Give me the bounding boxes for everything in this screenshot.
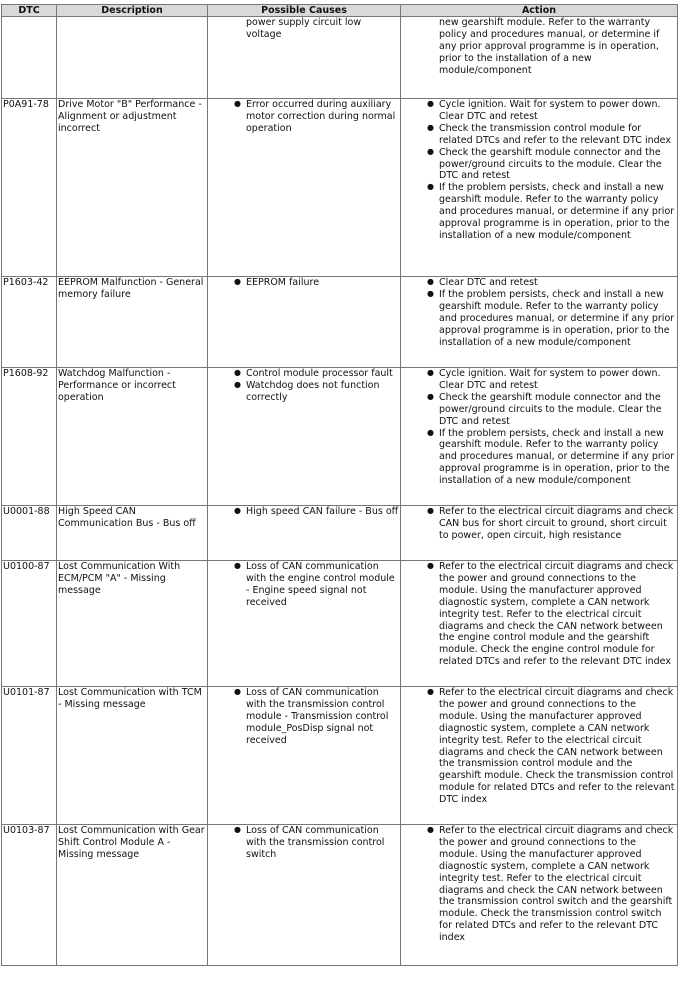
action-item: ● If the problem persists, check and install a new gearshift module. Refer to the warranty policy and procedures manual, or determine if any prior approval programme is in operation, prior to the installation of a new module/component	[402, 289, 676, 349]
dtc-description: Watchdog Malfunction - Performance or incorrect operation	[57, 368, 208, 506]
possible-causes	[208, 825, 401, 966]
actions	[401, 368, 678, 506]
dtc-code: U0100-87	[2, 561, 57, 687]
possible-causes	[208, 506, 401, 561]
cause-item: ● EEPROM failure	[209, 277, 399, 289]
action-item: ● If the problem persists, check and install a new gearshift module. Refer to the warranty policy and procedures manual, or determine if any prior approval programme is in operation, prior to the installation of a new module/component	[402, 428, 676, 488]
cause-item: ● Loss of CAN communication with the transmission control switch	[209, 825, 399, 861]
possible-causes	[208, 277, 401, 368]
action-item: ● Refer to the electrical circuit diagrams and check CAN bus for short circuit to ground, short circuit to power, open circuit, high resistance	[402, 506, 676, 542]
dtc-code: P1608-92	[2, 368, 57, 506]
possible-causes	[208, 368, 401, 506]
action-item: ● Check the transmission control module for related DTCs and refer to the relevant DTC index	[402, 123, 676, 147]
actions	[401, 825, 678, 966]
dtc-description: Lost Communication with TCM - Missing message	[57, 687, 208, 825]
dtc-description: Lost Communication with Gear Shift Control Module A - Missing message	[57, 825, 208, 966]
action-item: ● Cycle ignition. Wait for system to power down. Clear DTC and retest	[402, 368, 676, 392]
table-row	[2, 17, 678, 99]
cause-item: ● High speed CAN failure - Bus off	[209, 506, 399, 518]
table-row	[2, 825, 678, 966]
table-row	[2, 277, 678, 368]
dtc-code: P1603-42	[2, 277, 57, 368]
action-item: ● Refer to the electrical circuit diagrams and check the power and ground connections to the module. Using the manufacturer approved diagnostic system, complete a CAN network integrity test. Refer to the electrical circuit diagrams and check the CAN network between the transmission control module and the gearshift module. Check the transmission control module for related DTCs and refer to the relevant DTC index	[402, 687, 676, 806]
table-row	[2, 687, 678, 825]
possible-causes	[208, 687, 401, 825]
header-action: Action	[401, 5, 678, 17]
actions	[401, 99, 678, 277]
actions	[401, 506, 678, 561]
header-possible-causes: Possible Causes	[208, 5, 401, 17]
action-item: ● Clear DTC and retest	[402, 277, 676, 289]
cause-item: ● Error occurred during auxiliary motor correction during normal operation	[209, 99, 399, 135]
action-item: new gearshift module. Refer to the warranty policy and procedures manual, or determine if any prior approval programme is in operation, prior to the installation of a new module/component	[439, 17, 660, 76]
action-item: ● Refer to the electrical circuit diagrams and check the power and ground connections to the module. Using the manufacturer approved diagnostic system, complete a CAN network integrity test. Refer to the electrical circuit diagrams and check the CAN network between the engine control module and the gearshift module. Check the engine control module for related DTCs and refer to the relevant DTC index	[402, 561, 676, 668]
dtc-description: Drive Motor "B" Performance - Alignment or adjustment incorrect	[57, 99, 208, 277]
table-row	[2, 368, 678, 506]
action-item: ● Refer to the electrical circuit diagrams and check the power and ground connections to the module. Using the manufacturer approved diagnostic system, complete a CAN network integrity test. Refer to the electrical circuit diagrams and check the CAN network between the transmission control switch and the gearshift module. Check the transmission control switch for related DTCs and refer to the relevant DTC index	[402, 825, 676, 944]
cause-item: power supply circuit low voltage	[246, 17, 362, 40]
action-item: ● Check the gearshift module connector and the power/ground circuits to the module. Clear the DTC and retest	[402, 392, 676, 428]
table-row	[2, 99, 678, 277]
dtc-description: High Speed CAN Communication Bus - Bus off	[57, 506, 208, 561]
header-row	[2, 5, 678, 17]
table-header	[2, 5, 678, 17]
possible-causes	[208, 99, 401, 277]
dtc-description: Lost Communication With ECM/PCM "A" - Missing message	[57, 561, 208, 687]
action-item: ● Check the gearshift module connector and the power/ground circuits to the module. Clear the DTC and retest	[402, 147, 676, 183]
action-item: ● Cycle ignition. Wait for system to power down. Clear DTC and retest	[402, 99, 676, 123]
table-row	[2, 506, 678, 561]
dtc-code: U0001-88	[2, 506, 57, 561]
dtc-code: U0101-87	[2, 687, 57, 825]
actions	[401, 687, 678, 825]
dtc-code: P0A91-78	[2, 99, 57, 277]
dtc-code	[2, 17, 57, 99]
table-row	[2, 561, 678, 687]
actions	[401, 561, 678, 687]
dtc-description: EEPROM Malfunction - General memory failure	[57, 277, 208, 368]
cause-item: ● Control module processor fault	[209, 368, 399, 380]
dtc-description	[57, 17, 208, 99]
header-description: Description	[57, 5, 208, 17]
header-dtc: DTC	[2, 5, 57, 17]
dtc-code: U0103-87	[2, 825, 57, 966]
possible-causes	[208, 17, 401, 99]
action-item: ● If the problem persists, check and install a new gearshift module. Refer to the warranty policy and procedures manual, or determine if any prior approval programme is in operation, prior to the installation of a new module/component	[402, 182, 676, 242]
cause-item: ● Loss of CAN communication with the transmission control module - Transmission control module_PosDisp signal not received	[209, 687, 399, 747]
cause-item: ● Watchdog does not function correctly	[209, 380, 399, 404]
dtc-table	[1, 4, 678, 966]
actions	[401, 17, 678, 99]
actions	[401, 277, 678, 368]
possible-causes	[208, 561, 401, 687]
cause-item: ● Loss of CAN communication with the engine control module - Engine speed signal not received	[209, 561, 399, 609]
